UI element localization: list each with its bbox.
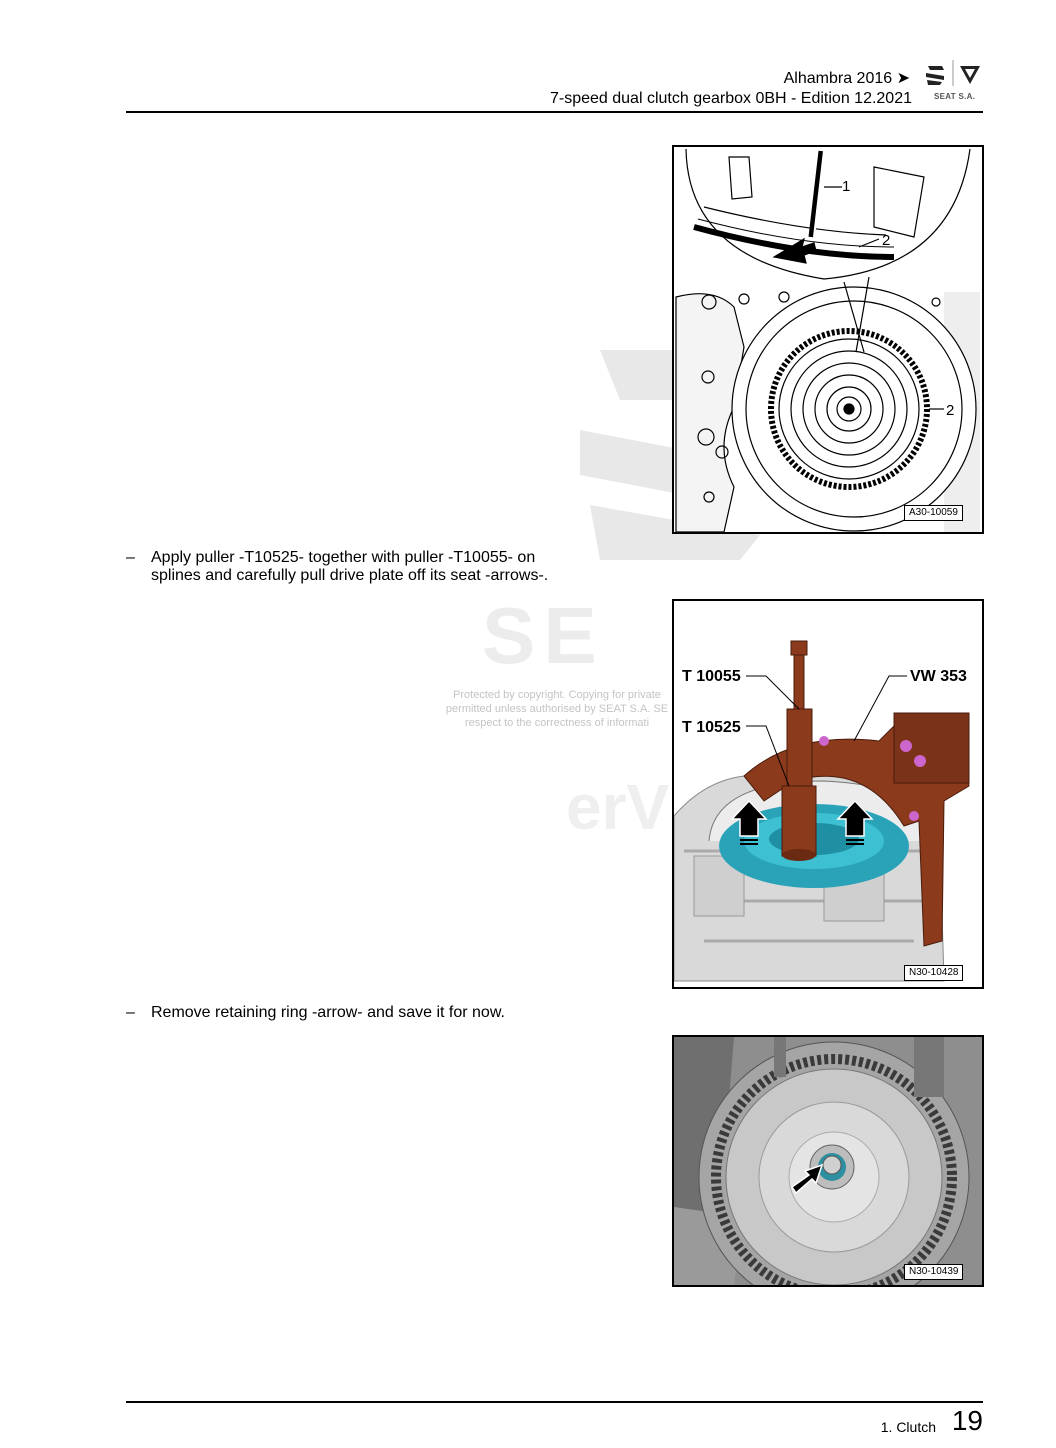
step-dash: – bbox=[126, 1004, 135, 1021]
figure-code: N30-10439 bbox=[904, 1264, 963, 1280]
step-item bbox=[126, 1004, 646, 1024]
clutch-detail-illustration bbox=[674, 147, 982, 532]
step-text-line: splines and carefully pull drive plate off its seat -arrows-. bbox=[151, 567, 549, 584]
step-text-line: Remove retaining ring -arrow- and save it for now. bbox=[151, 1004, 505, 1021]
watermark-line: respect to the correctness of informati bbox=[464, 717, 650, 729]
header-subtitle: 7-speed dual clutch gearbox 0BH - Edition 12.2021 bbox=[549, 90, 912, 107]
fig2-callout-t10525: T 10525 bbox=[682, 719, 741, 736]
retaining-ring-illustration bbox=[674, 1037, 982, 1285]
header-title: Alhambra 2016 ➤ bbox=[783, 70, 910, 87]
step-item bbox=[126, 549, 646, 589]
fig1-callout-2-side: 2 bbox=[946, 402, 955, 419]
watermark-big-text-2: erV bbox=[566, 771, 670, 843]
figure-3 bbox=[672, 1035, 984, 1287]
watermark-copyright bbox=[432, 688, 682, 730]
fig2-callout-vw353: VW 353 bbox=[910, 668, 967, 685]
figure-code: N30-10428 bbox=[904, 965, 963, 981]
page-number: 19 bbox=[951, 1405, 983, 1436]
fig1-callout-2-top: 2 bbox=[882, 232, 891, 249]
footer-rule bbox=[126, 1401, 983, 1403]
logo-caption: SEAT S.A. bbox=[934, 92, 976, 101]
step-text-line: Apply puller -T10525- together with puller -T10055- on bbox=[151, 549, 536, 566]
step-dash: – bbox=[126, 549, 135, 566]
watermark-line: permitted unless authorised by SEAT S.A. SE bbox=[445, 703, 669, 715]
figure-2 bbox=[672, 599, 984, 989]
header-rule bbox=[126, 111, 983, 113]
footer-section: 1. Clutch bbox=[880, 1419, 936, 1435]
figure-code: A30-10059 bbox=[904, 505, 963, 521]
fig1-callout-1: 1 bbox=[842, 178, 851, 195]
watermark-big-text: SE bbox=[482, 591, 605, 680]
fig2-callout-t10055: T 10055 bbox=[682, 668, 741, 685]
puller-illustration bbox=[674, 601, 982, 987]
watermark-line: Protected by copyright. Copying for private bbox=[453, 689, 661, 701]
figure-1 bbox=[672, 145, 984, 534]
